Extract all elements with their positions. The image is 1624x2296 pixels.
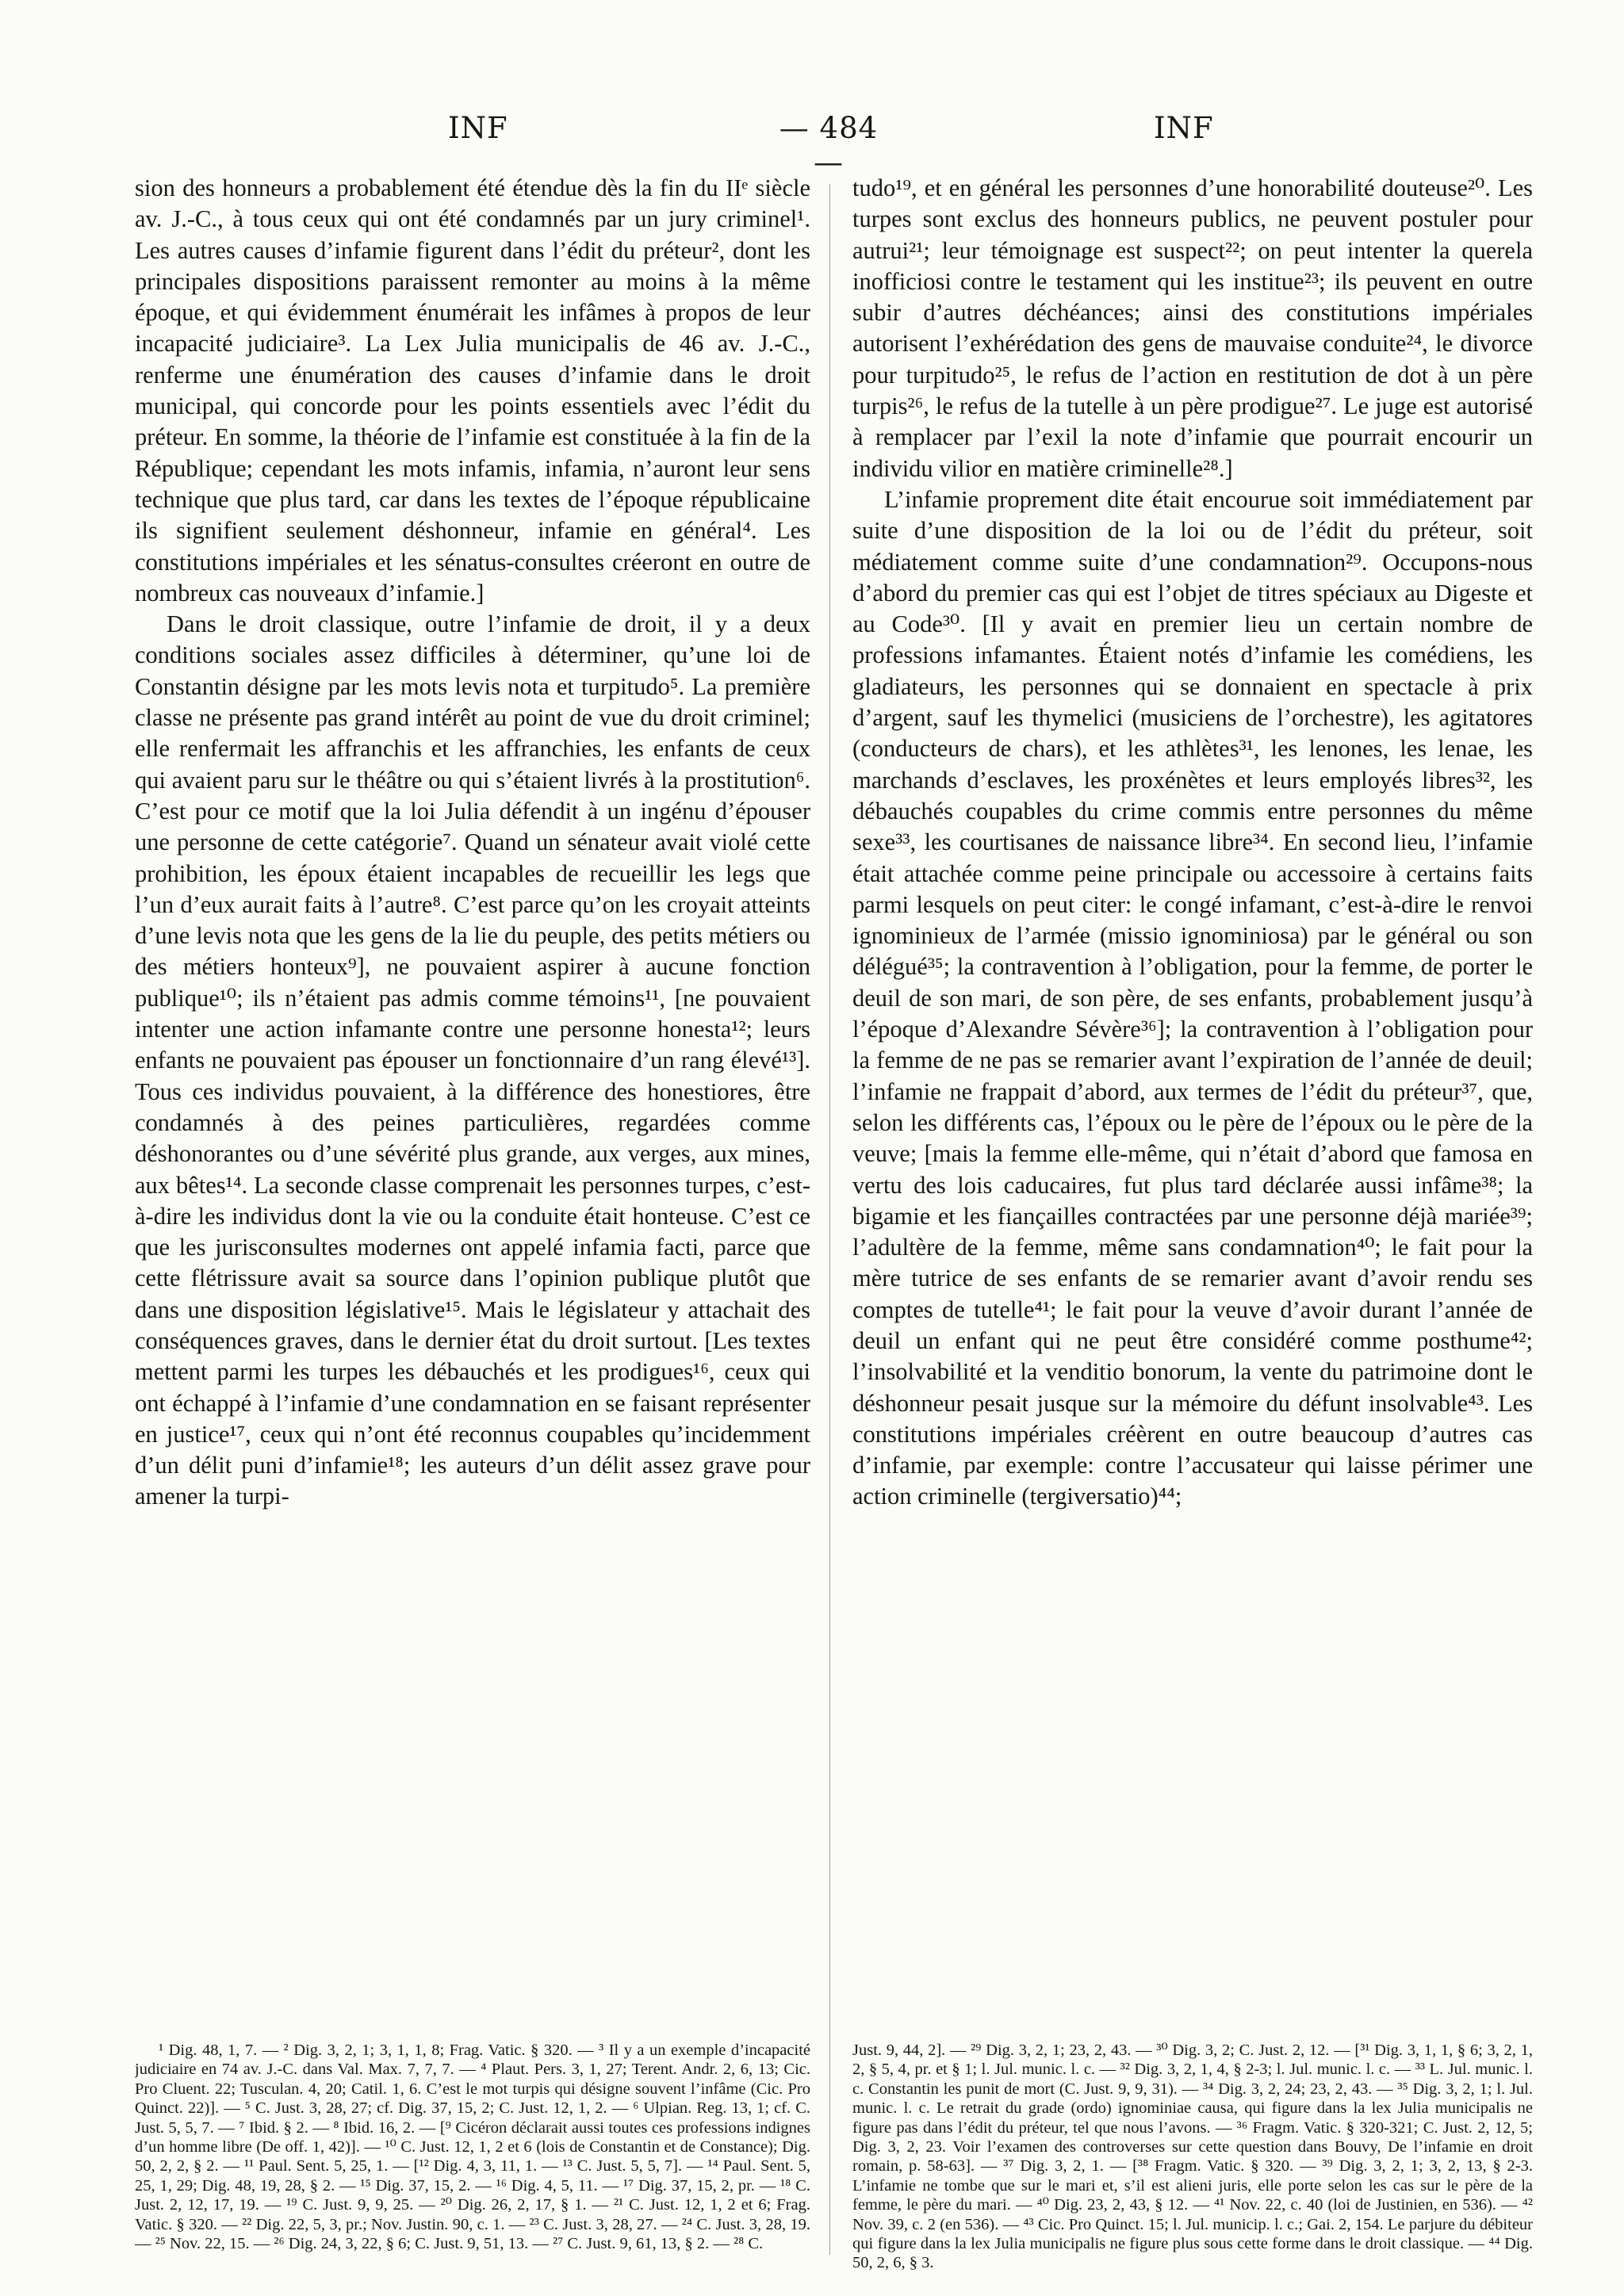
running-header [0,111,1624,179]
left-paragraph-1: sion des honneurs a probablement été étendue dès la fin du IIᵉ siècle av. J.-C., à tous ceux qui ont été condamnés par un jury criminel¹. Les autres causes d’infamie figurent dans l’édit du préteur², dont les principales dispositions paraissent remonter au moins à la même époque, et qui évidemment énumérait les infâmes à propos de leur incapacité judiciaire³. La Lex Julia municipalis de 46 av. J.-C., renferme une énumération des causes d’infamie dans le droit municipal, qui concorde pour les points essentiels avec l’édit du préteur. En somme, la théorie de l’infamie est constituée à la fin de la République; cependant les mots infamis, infamia, n’auront leur sens technique que plus tard, car dans les textes de l’époque républicaine ils signifient seulement déshonneur, infamie en général⁴. Les constitutions impériales et les sénatus-consultes créeront en outre de nombreux cas nouveaux d’infamie.] [135,174,810,607]
right-paragraph-2: L’infamie proprement dite était encourue soit immédiatement par suite d’une disposition de la loi ou de l’édit du préteur, soit médiatement comme suite d’une condamnation²⁹. Occupons-nous d’abord du premier cas qui est l’objet de titres spéciaux au Digeste et au Code³⁰. [Il y avait en premier lieu un certain nombre de professions infamantes. Étaient notés d’infamie les comédiens, les gladiateurs, les personnes qui se donnaient en spectacle à prix d’argent, sauf les thymelici (musiciens de l’orchestre), les agitatores (conducteurs de chars), et les athlètes³¹, les lenones, les lenae, les marchands d’esclaves, les proxénètes et leurs employés libres³², les débauchés coupables du crime commis entre personnes du même sexe³³, les courtisanes de naissance libre³⁴. En second lieu, l’infamie était attachée comme peine principale ou accessoire à certains faits parmi lesquels on peut citer: le congé infamant, c’est-à-dire le renvoi ignominieux de l’armée (missio ignominiosa) par le général ou son délégué³⁵; la contravention à l’obligation, pour la femme, de porter le deuil de son mari, de son père, de ses enfants, probablement jusqu’à l’époque d’Alexandre Sévère³⁶]; la contravention à l’obligation pour la femme de ne pas se remarier avant l’expiration de l’année de deuil; l’infamie ne frappait d’abord, aux termes de l’édit du préteur³⁷, que, selon les différents cas, l’époux ou le père de l’époux ou le père de la veuve; [mais la femme elle-même, qui n’était d’abord que famosa en vertu des lois caducaires, fut plus tard déclarée aussi infâme³⁸; la bigamie et les fiançailles contractées par une personne déjà mariée³⁹; l’adultère de la femme, même sans condamnation⁴⁰; le fait pour la mère tutrice de ses enfants de se remarier avant d’avoir rendu ses comptes de tutelle⁴¹; le fait pour la veuve d’avoir durant l’année de deuil un enfant qui ne peut être considéré comme posthume⁴²; l’insolvabilité et la venditio bonorum, la vente du patrimoine dont le déshonneur pesait jusque sur la mémoire du défunt insolvable⁴³. Les constitutions impériales créèrent en outre beaucoup d’autres cas d’infamie, par exemple: contre l’accusateur qui laisse périmer une action criminelle (tergiversatio)⁴⁴; [852,485,1533,1510]
left-footnotes-text: ¹ Dig. 48, 1, 7. — ² Dig. 3, 2, 1; 3, 1, 1, 8; Frag. Vatic. § 320. — ³ Il y a un exemple d’incapacité judiciaire en 74 av. J.-C. dans Val. Max. 7, 7, 7. — ⁴ Plaut. Pers. 3, 1, 27; Terent. Andr. 2, 6, 13; Cic. Pro Cluent. 22; Tusculan. 4, 20; Catil. 1, 6. C’est le mot turpis qui désigne souvent l’infâme (Cic. Pro Quinct. 22)]. — ⁵ C. Just. 3, 28, 27; cf. Dig. 37, 15, 2; C. Just. 12, 1, 2. — ⁶ Ulpian. Reg. 13, 1; cf. C. Just. 5, 5, 7. — ⁷ Ibid. § 2. — ⁸ Ibid. 16, 2. — [⁹ Cicéron déclarait aussi toutes ces professions indignes d’un homme libre (De off. 1, 42)]. — ¹⁰ C. Just. 12, 1, 2 et 6 (lois de Constantin et de Constance); Dig. 50, 2, 2, § 2. — ¹¹ Paul. Sent. 5, 25, 1. — [¹² Dig. 4, 3, 11, 1. — ¹³ C. Just. 5, 5, 7]. — ¹⁴ Paul. Sent. 5, 25, 1, 29; Dig. 48, 19, 28, § 2. — ¹⁵ Dig. 37, 15, 2. — ¹⁶ Dig. 4, 5, 11. — ¹⁷ Dig. 37, 15, 2, pr. — ¹⁸ C. Just. 2, 12, 17, 19. — ¹⁹ C. Just. 9, 9, 25. — ²⁰ Dig. 26, 2, 17, § 1. — ²¹ C. Just. 12, 1, 2 et 6; Frag. Vatic. § 320. — ²² Dig. 22, 5, 3, pr.; Nov. Justin. 90, c. 1. — ²³ C. Just. 3, 28, 27. — ²⁴ C. Just. 3, 28, 19. — ²⁵ Nov. 22, 15. — ²⁶ Dig. 24, 3, 22, § 6; C. Just. 9, 51, 13. — ²⁷ C. Just. 9, 61, 13, § 2. — ²⁸ C. [135,2042,810,2253]
right-paragraph-1: tudo¹⁹, et en général les personnes d’une honorabilité douteuse²⁰. Les turpes sont exclus des honneurs publics, ne peuvent postuler pour autrui²¹; leur témoignage est suspect²²; on peut intenter la querela inofficiosi contre le testament qui les institue²³; ils peuvent en outre subir d’autres déchéances; ainsi des constitutions impériales autorisent l’exhérédation des gens de mauvaise conduite²⁴, le divorce pour turpitudo²⁵, le refus de l’action en restitution de dot à un père turpis²⁶, le refus de la tutelle à un père prodigue²⁷. Le juge est autorisé à remplacer par l’exil la note d’infamie que pourrait encourir un individu vilior en matière criminelle²⁸.] [852,174,1533,482]
left-text-column [135,173,810,2028]
header-right-keyword: INF [1154,111,1214,145]
right-text-column [852,173,1533,2028]
left-footnotes [135,2041,810,2279]
right-footnotes [852,2041,1533,2279]
page-number: — 484 — [779,111,879,179]
column-divider [829,184,830,2255]
left-paragraph-2: Dans le droit classique, outre l’infamie de droit, il y a deux conditions sociales assez difficiles à déterminer, qu’une loi de Constantin désigne par les mots levis nota et turpitudo⁵. La première classe ne présente pas grand intérêt au point de vue du droit criminel; elle renfermait les affranchis et les affranchies, les enfants de ceux qui avaient paru sur le théâtre ou qui s’étaient livrés à la prostitution⁶. C’est pour ce motif que la loi Julia défendit à un ingénu d’épouser une personne de cette catégorie⁷. Quand un sénateur avait violé cette prohibition, les époux étaient incapables de recueillir les legs que l’un d’eux aurait faits à l’autre⁸. C’est parce qu’on les croyait atteints d’une levis nota que les gens de la lie du peuple, des petits métiers ou des métiers honteux⁹], ne pouvaient aspirer à aucune fonction publique¹⁰; ils n’étaient pas admis comme témoins¹¹, [ne pouvaient intenter une action infamante contre une personne honesta¹²; leurs enfants ne pouvaient pas épouser un fonctionnaire d’un rang élevé¹³]. Tous ces individus pouvaient, à la différence des honestiores, être condamnés à des peines particulières, regardées comme déshonorantes ou d’une sévérité plus grande, aux verges, aux mines, aux bêtes¹⁴. La seconde classe comprenait les personnes turpes, c’est-à-dire les individus dont la vie ou la conduite était honteuse. C’est ce que les jurisconsultes modernes ont appelé infamia facti, parce que cette flétrissure avait sa source dans l’opinion publique plutôt que dans une disposition législative¹⁵. Mais le législateur y attachait des conséquences graves, dans le dernier état du droit surtout. [Les textes mettent parmi les turpes les débauchés et les prodigues¹⁶, ceux qui ont échappé à l’infamie d’une condamnation en se faisant représenter en justice¹⁷, ceux qui n’ont été reconnus coupables qu’incidemment d’un délit puni d’infamie¹⁸; les auteurs d’un délit assez grave pour amener la turpi- [135,610,810,1510]
header-left-keyword: INF [448,111,508,145]
right-footnotes-text: Just. 9, 44, 2]. — ²⁹ Dig. 3, 2, 1; 23, 2, 43. — ³⁰ Dig. 3, 2; C. Just. 2, 12. — [³¹ Dig. 3, 1, 1, § 6; 3, 2, 1, 2, § 5, 4, pr. et § 1; l. Jul. munic. l. c. — ³² Dig. 3, 2, 1, 4, § 2-3; l. Jul. munic. l. c. — ³³ L. Jul. munic. l. c. Constantin les punit de mort (C. Just. 9, 9, 31). — ³⁴ Dig. 3, 2, 24; 23, 2, 43. — ³⁵ Dig. 3, 2, 1; l. Jul. munic. l. c. Le retrait du grade (ordo) ignominiae causa, qui figure dans la lex Julia municipalis ne figure pas dans l’édit du préteur, tel que nous l’avons. — ³⁶ Fragm. Vatic. § 320-321; C. Just. 2, 12, 5; Dig. 3, 2, 23. Voir l’examen des controverses sur cette question dans Bouvy, De l’infamie en droit romain, p. 58-63]. — ³⁷ Dig. 3, 2, 1. — [³⁸ Fragm. Vatic. § 320. — ³⁹ Dig. 3, 2, 1; 3, 2, 13, § 2-3. L’infamie ne tombe que sur le mari et, s’il est alieni juris, elle porte selon les cas sur le père de la femme, le père du mari. — ⁴⁰ Dig. 23, 2, 43, § 12. — ⁴¹ Nov. 22, c. 40 (loi de Justinien, en 536). — ⁴² Nov. 39, c. 2 (en 536). — ⁴³ Cic. Pro Quinct. 15; l. Jul. municip. l. c.; Gai. 2, 154. Le parjure du débiteur qui figure dans la lex Julia municipalis ne figure plus sous cette forme dans le droit classique. — ⁴⁴ Dig. 50, 2, 6, § 3. [852,2042,1533,2272]
